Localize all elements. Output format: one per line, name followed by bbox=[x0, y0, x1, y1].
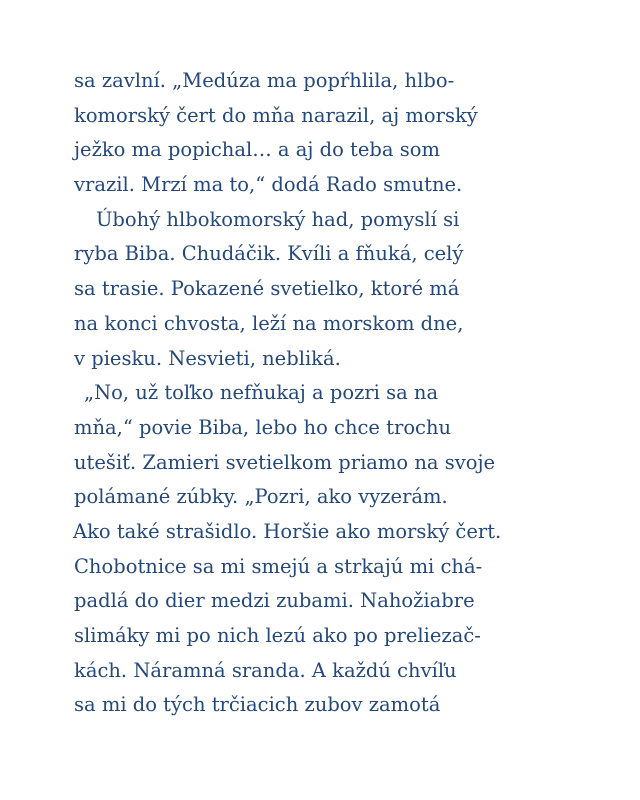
text-line-17: slimáky mi po nich lezú ako po preliezač- bbox=[74, 624, 481, 647]
text-line-15: Chobotnice sa mi smejú a strkajú mi chá- bbox=[74, 554, 483, 578]
text-line-11: mňa,“ povie Biba, lebo ho chce trochu bbox=[74, 415, 452, 439]
text-line-13: polámané zúbky. „Pozri, ako vyzerám. bbox=[74, 485, 448, 509]
text-line-8: na konci chvosta, leží na morskom dne, bbox=[74, 311, 464, 335]
text-line-1: sa zavlní. „Medúza ma popŕhlila, hlbo- bbox=[74, 69, 455, 92]
body-text bbox=[74, 64, 574, 723]
text-line-3: ježko ma popichal… a aj do teba som bbox=[74, 138, 440, 162]
text-line-19: sa mi do tých trčiacich zubov zamotá bbox=[74, 693, 441, 717]
text-line-4: vrazil. Mrzí ma to,“ dodá Rado smutne. bbox=[74, 173, 463, 197]
text-line-6: ryba Biba. Chudáčik. Kvíli a fňuká, celý bbox=[74, 242, 464, 266]
text-line-9: v piesku. Nesvieti, nebliká. bbox=[74, 346, 341, 370]
text-line-12: utešiť. Zamieri svetielkom priamo na svoje bbox=[74, 450, 496, 474]
text-line-14: Ako také strašidlo. Horšie ako morský čert. bbox=[73, 519, 502, 543]
text-line-5: Úbohý hlbokomorský had, pomyslí si bbox=[96, 207, 460, 231]
text-line-2: komorský čert do mňa narazil, aj morský bbox=[74, 103, 478, 127]
text-line-18: kách. Náramná sranda. A každú chvíľu bbox=[74, 658, 457, 682]
text-line-7: sa trasie. Pokazené svetielko, ktoré má bbox=[74, 277, 460, 301]
text-line-16: padlá do dier medzi zubami. Nahožiabre bbox=[74, 589, 475, 613]
text-line-10: „No, už toľko nefňukaj a pozri sa na bbox=[84, 381, 439, 405]
